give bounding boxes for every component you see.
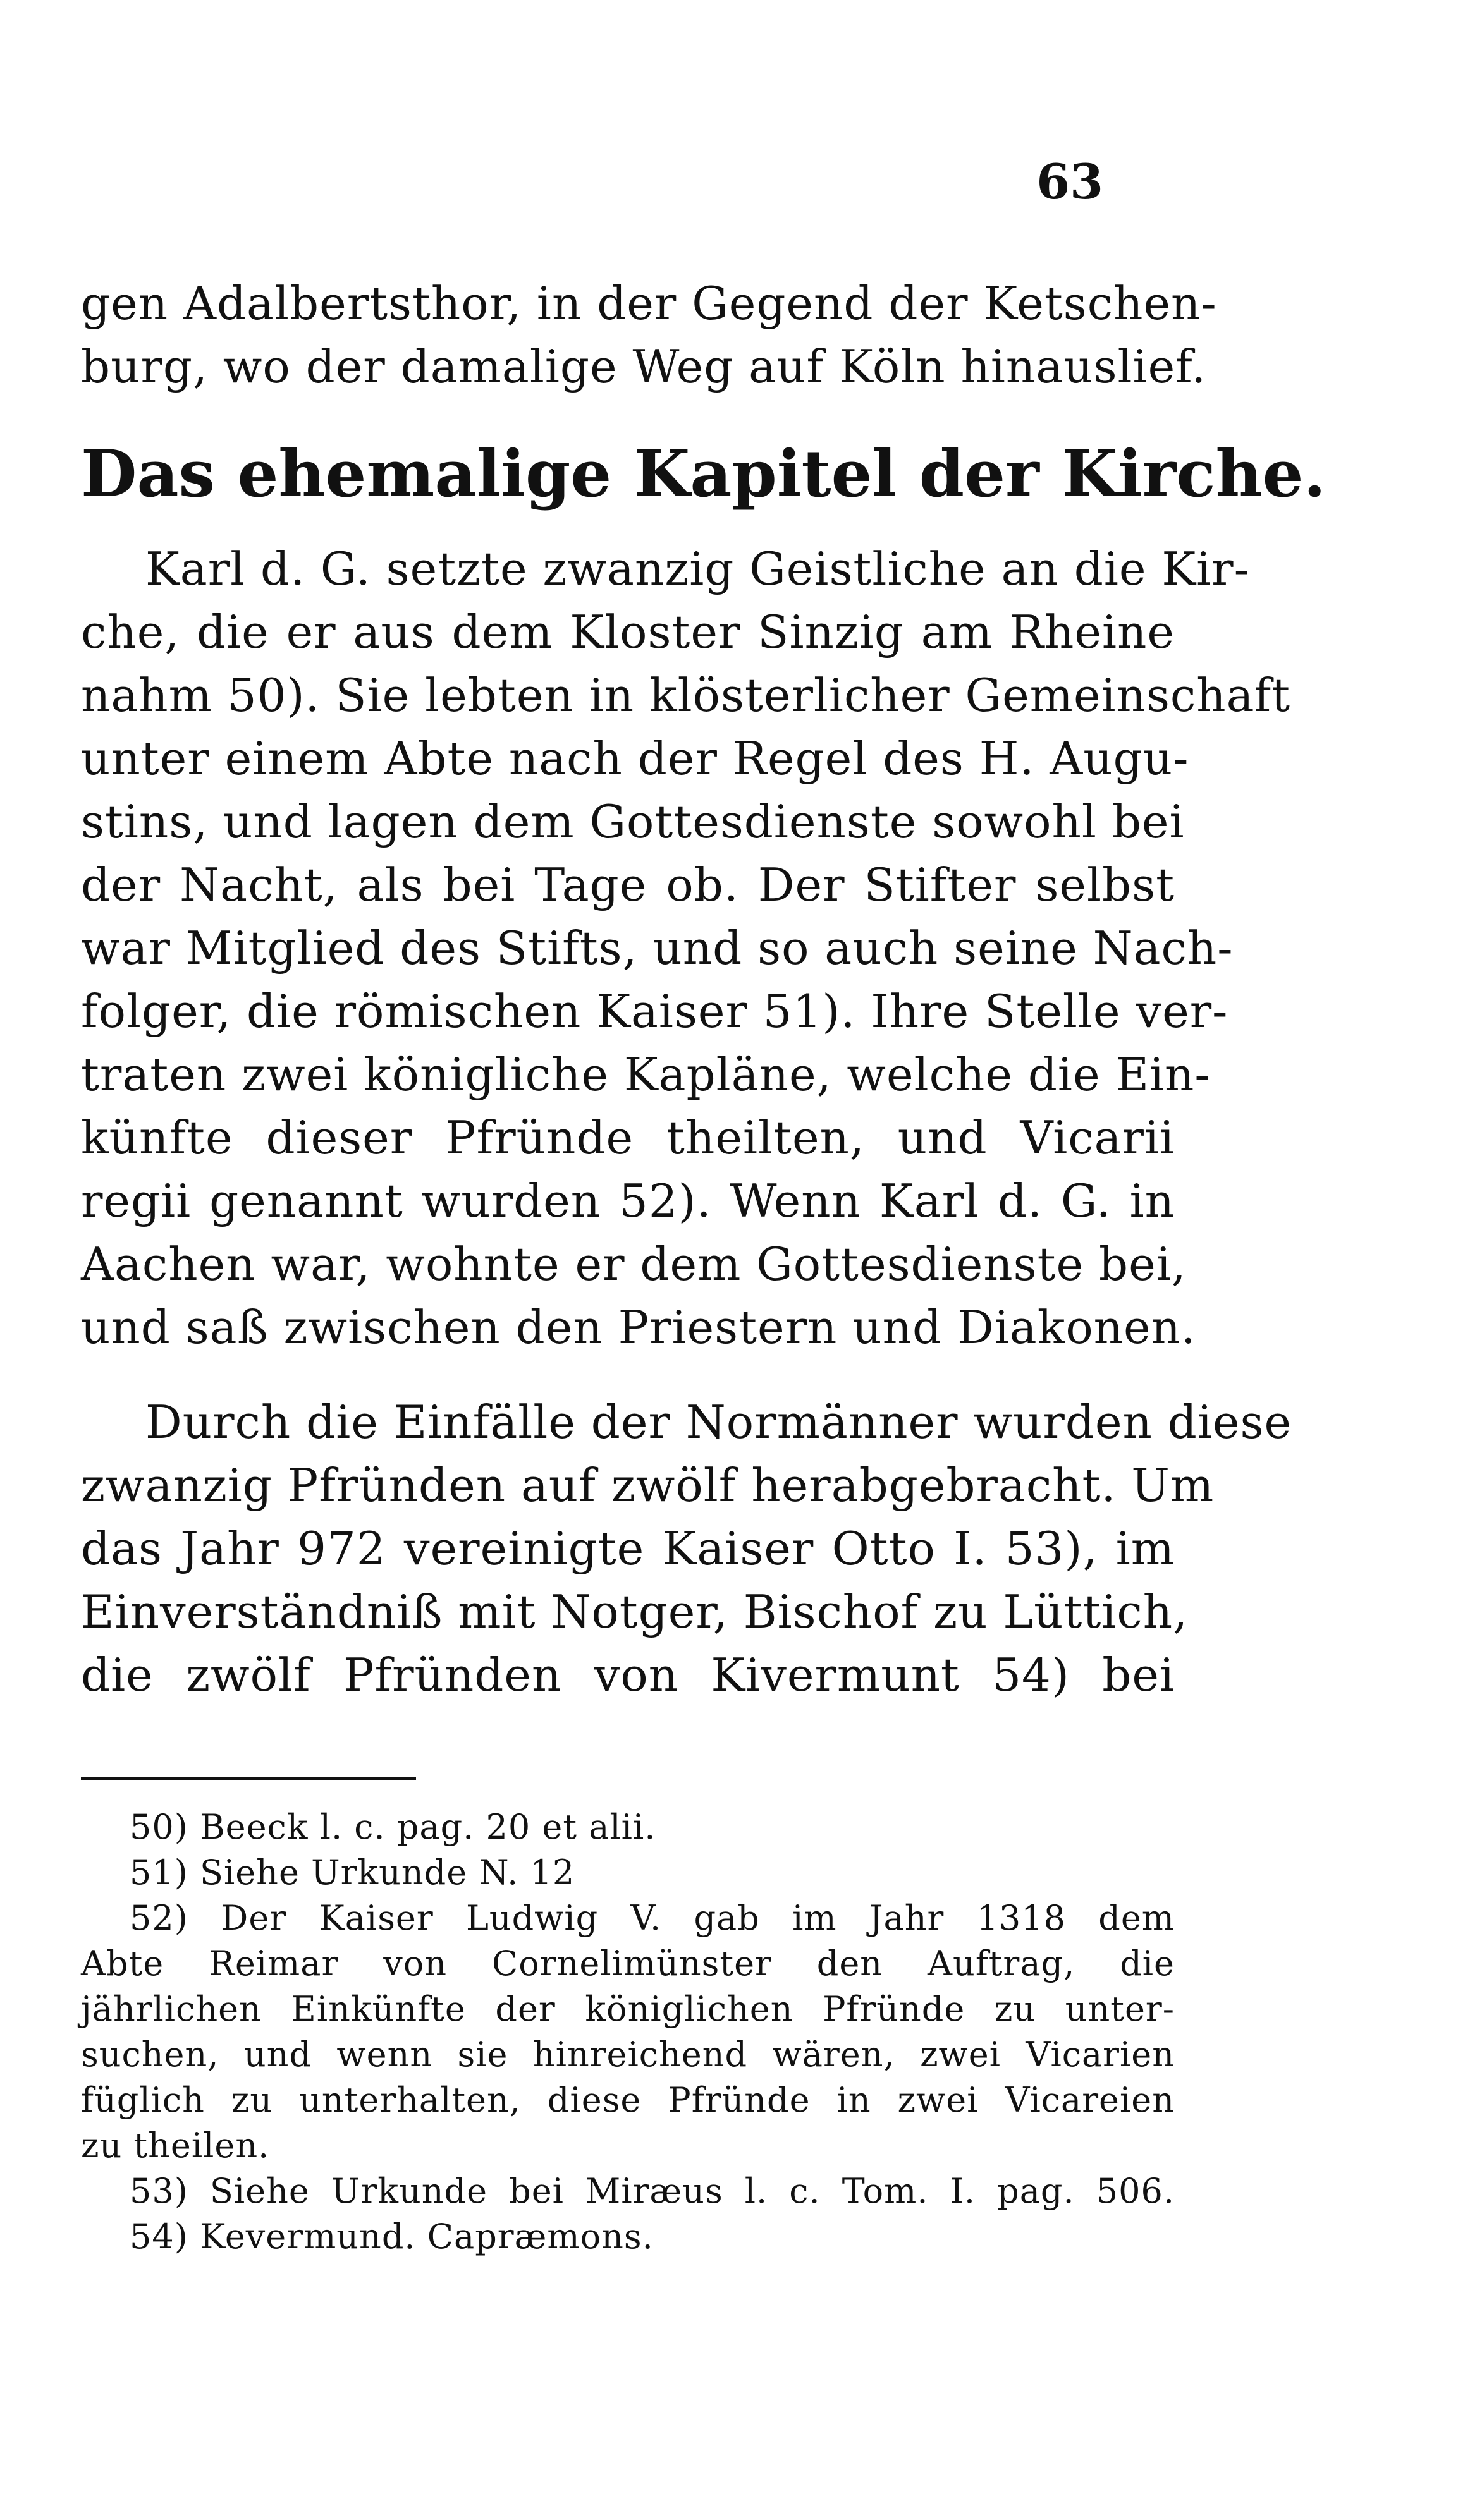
footnote-line: 53) Siehe Urkunde bei Miræus l. c. Tom. I. pag. 506. bbox=[130, 2171, 1175, 2211]
footnote-line: 51) Siehe Urkunde N. 12 bbox=[130, 1853, 575, 1892]
paragraph-line: und saß zwischen den Priestern und Diakonen. bbox=[81, 1301, 1196, 1354]
footnote-line: 50) Beeck l. c. pag. 20 et alii. bbox=[130, 1807, 656, 1847]
footnote-line: jährlichen Einkünfte der königlichen Pfründe zu unter- bbox=[81, 1989, 1175, 2029]
paragraph-line: unter einem Abte nach der Regel des H. Augu- bbox=[81, 732, 1189, 785]
footnote-line: füglich zu unterhalten, diese Pfründe in zwei Vicareien bbox=[81, 2080, 1175, 2120]
paragraph-line: folger, die römischen Kaiser 51). Ihre Stelle ver- bbox=[81, 985, 1228, 1038]
paragraph-line: die zwölf Pfründen von Kivermunt 54) bei bbox=[81, 1648, 1175, 1701]
paragraph-line: das Jahr 972 vereinigte Kaiser Otto I. 53), im bbox=[81, 1522, 1175, 1575]
footnote-line: Abte Reimar von Cornelimünster den Auftrag, die bbox=[81, 1944, 1175, 1983]
page-number: 63 bbox=[1036, 154, 1103, 210]
intro-line: gen Adalbertsthor, in der Gegend der Ketschen- bbox=[81, 277, 1217, 330]
paragraph-line: Aachen war, wohnte er dem Gottesdienste bei, bbox=[81, 1238, 1187, 1291]
paragraph-line: stins, und lagen dem Gottesdienste sowohl bei bbox=[81, 795, 1185, 848]
paragraph-line: zwanzig Pfründen auf zwölf herabgebracht. Um bbox=[81, 1459, 1215, 1512]
paragraph-line: traten zwei königliche Kapläne, welche die Ein- bbox=[81, 1048, 1211, 1101]
paragraph-line: der Nacht, als bei Tage ob. Der Stifter selbst bbox=[81, 858, 1175, 911]
footnote-line: 54) Kevermund. Capræmons. bbox=[130, 2217, 654, 2256]
paragraph-line: Karl d. G. setzte zwanzig Geistliche an die Kir- bbox=[145, 542, 1250, 595]
intro-line: burg, wo der damalige Weg auf Köln hinauslief. bbox=[81, 340, 1207, 393]
footnote-divider bbox=[81, 1777, 416, 1780]
paragraph-line: war Mitglied des Stifts, und so auch seine Nach- bbox=[81, 922, 1234, 975]
footnote-line: suchen, und wenn sie hinreichend wären, zwei Vicarien bbox=[81, 2035, 1175, 2074]
paragraph-line: che, die er aus dem Kloster Sinzig am Rheine bbox=[81, 606, 1175, 659]
paragraph-line: Einverständniß mit Notger, Bischof zu Lüttich, bbox=[81, 1585, 1189, 1638]
paragraph-line: regii genannt wurden 52). Wenn Karl d. G. in bbox=[81, 1174, 1175, 1227]
footnote-line: 52) Der Kaiser Ludwig V. gab im Jahr 1318 dem bbox=[130, 1898, 1175, 1938]
paragraph-line: künfte dieser Pfründe theilten, und Vicarii bbox=[81, 1111, 1175, 1164]
paragraph-line: Durch die Einfälle der Normänner wurden diese bbox=[145, 1396, 1292, 1449]
paragraph-line: nahm 50). Sie lebten in klösterlicher Gemeinschaft bbox=[81, 669, 1291, 722]
footnote-line: zu theilen. bbox=[81, 2126, 270, 2165]
section-heading: Das ehemalige Kapitel der Kirche. bbox=[81, 436, 1326, 512]
